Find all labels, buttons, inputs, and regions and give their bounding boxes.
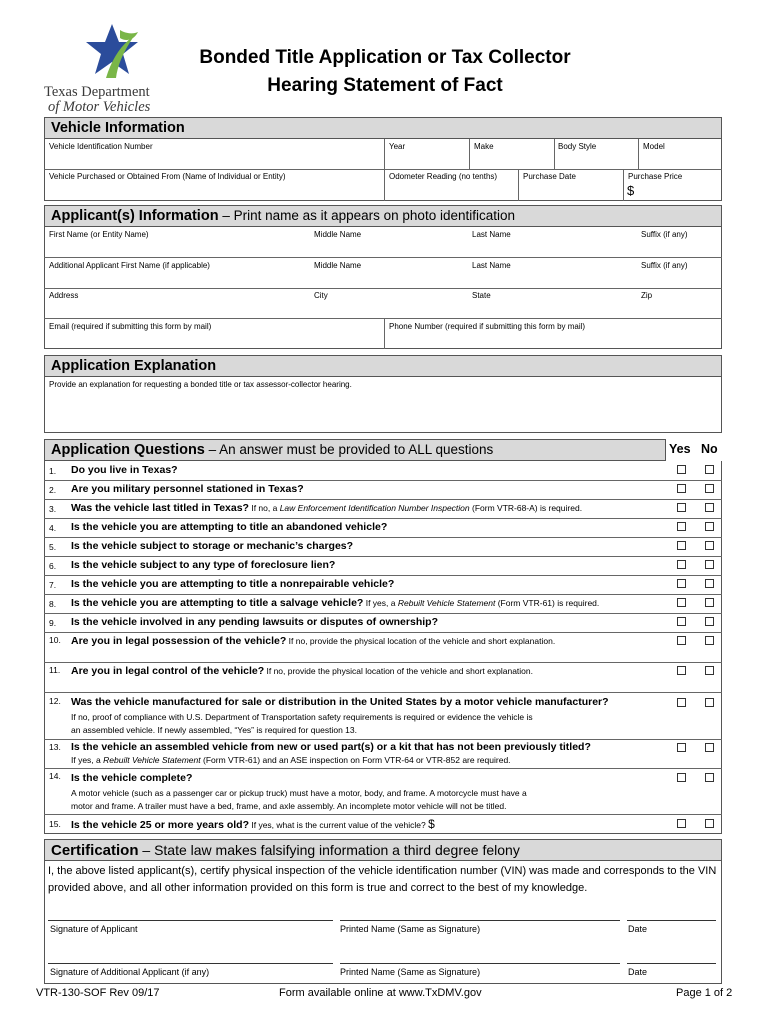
- question-text: [71, 502, 582, 514]
- question-detail: an assembled vehicle. If newly assembled, “Yes” is required for question 13.: [71, 725, 358, 735]
- no-checkbox[interactable]: [705, 484, 714, 493]
- star-logo-icon: [82, 22, 142, 80]
- no-checkbox[interactable]: [705, 773, 714, 782]
- question-number: 11.: [49, 665, 61, 675]
- signature-applicant-label: Signature of Applicant: [50, 924, 138, 934]
- signature-additional-label: Signature of Additional Applicant (if any): [50, 967, 210, 977]
- yes-column-label: Yes: [669, 442, 691, 456]
- state-field[interactable]: State: [472, 291, 491, 300]
- yes-checkbox[interactable]: [677, 636, 686, 645]
- applicant-heading-text: Applicant(s) Information: [51, 208, 219, 224]
- divider: [44, 575, 722, 576]
- page-number: Page 1 of 2: [676, 987, 733, 999]
- no-checkbox[interactable]: [705, 819, 714, 828]
- divider: [44, 318, 722, 319]
- divider: [384, 139, 385, 201]
- org-name-line2: of Motor Vehicles: [48, 99, 151, 115]
- question-number: 2.: [49, 485, 57, 495]
- yes-checkbox[interactable]: [677, 743, 686, 752]
- divider: [44, 814, 722, 815]
- question-number: 14.: [49, 771, 61, 781]
- add-first-name-field[interactable]: Additional Applicant First Name (if applicable): [49, 261, 210, 270]
- question-note: If no, provide the physical location of the vehicle and short explanation.: [286, 636, 556, 646]
- divider: [44, 662, 722, 663]
- detail-text: (Form VTR-61) and an ASE inspection on Form VTR-64 or VTR-852 are required.: [200, 755, 511, 765]
- question-main: Is the vehicle you are attempting to title a salvage vehicle?: [71, 597, 364, 609]
- question-text: [71, 635, 555, 647]
- divider: [44, 499, 722, 500]
- divider: [44, 768, 722, 769]
- signature-line[interactable]: [48, 920, 333, 921]
- date-line-additional[interactable]: [627, 963, 716, 964]
- explanation-prompt: Provide an explanation for requesting a bonded title or tax assessor-collector hearing.: [49, 380, 352, 389]
- question-note: If yes, what is the current value of the vehicle?: [249, 820, 429, 830]
- divider: [44, 692, 722, 693]
- question-number: 10.: [49, 635, 61, 645]
- certification-header: [44, 839, 722, 861]
- question-number: 6.: [49, 561, 57, 571]
- questions-heading-sub: – An answer must be provided to ALL questions: [204, 442, 494, 457]
- yes-checkbox[interactable]: [677, 560, 686, 569]
- applicant-info-heading: [51, 208, 515, 224]
- signature-line-additional[interactable]: [48, 963, 333, 964]
- yes-checkbox[interactable]: [677, 598, 686, 607]
- vin-field[interactable]: Vehicle Identification Number: [49, 142, 153, 151]
- yes-checkbox[interactable]: [677, 698, 686, 707]
- phone-field[interactable]: Phone Number (required if submitting this form by mail): [389, 322, 586, 331]
- no-checkbox[interactable]: [705, 579, 714, 588]
- no-checkbox[interactable]: [705, 617, 714, 626]
- certification-heading: [51, 842, 520, 859]
- question-note: If no, a: [248, 503, 280, 513]
- vehicle-info-heading: Vehicle Information: [51, 120, 185, 136]
- no-checkbox[interactable]: [705, 541, 714, 550]
- form-reference: Rebuilt Vehicle Statement: [397, 598, 496, 608]
- model-field[interactable]: Model: [643, 142, 665, 151]
- add-suffix-field[interactable]: Suffix (if any): [641, 261, 688, 270]
- question-note: (Form VTR-68-A) is required.: [469, 503, 583, 513]
- explanation-header: [44, 355, 722, 377]
- no-checkbox[interactable]: [705, 666, 714, 675]
- certification-heading-sub: – State law makes falsifying information a third degree felony: [138, 842, 520, 858]
- no-checkbox[interactable]: [705, 503, 714, 512]
- question-detail: A motor vehicle (such as a passenger car or pickup truck) must have a motor, body, and frame. A motorcycle must have a: [71, 788, 527, 798]
- question-number: 12.: [49, 696, 61, 706]
- question-number: 1.: [49, 466, 57, 476]
- page-title: [180, 44, 590, 100]
- question-text: Is the vehicle an assembled vehicle from new or used part(s) or a kit that has not been previously titled?: [71, 741, 591, 753]
- yes-checkbox[interactable]: [677, 503, 686, 512]
- form-reference: Law Enforcement Identification Number Inspection: [279, 503, 470, 513]
- purchase-price-field[interactable]: Purchase Price: [628, 172, 683, 181]
- divider: [554, 139, 555, 169]
- address-field[interactable]: Address: [49, 291, 79, 300]
- certification-statement: I, the above listed applicant(s), certify physical inspection of the vehicle identification number (VIN) was made and corresponds to the VIN provided above, and all other information provided on this form is true and correct to the best of my knowledge.: [48, 865, 717, 894]
- form-id: VTR-130-SOF Rev 09/17: [36, 987, 160, 999]
- question-text: Is the vehicle involved in any pending lawsuits or disputes of ownership?: [71, 616, 438, 628]
- last-name-field[interactable]: Last Name: [472, 230, 511, 239]
- question-text: [71, 597, 599, 609]
- divider: [638, 139, 639, 169]
- question-detail: motor and frame. A trailer must have a bed, frame, and axle assembly. An incomplete motor vehicle will not be titled.: [71, 801, 507, 811]
- org-name-line1: Texas Department: [44, 84, 150, 100]
- question-main: Are you in legal control of the vehicle?: [71, 665, 265, 677]
- divider: [44, 632, 722, 633]
- dollar-sign: $: [627, 183, 635, 198]
- detail-text: If yes, a: [71, 755, 104, 765]
- yes-checkbox[interactable]: [677, 484, 686, 493]
- suffix-field[interactable]: Suffix (if any): [641, 230, 688, 239]
- question-number: 3.: [49, 504, 57, 514]
- yes-checkbox[interactable]: [677, 522, 686, 531]
- form-reference: Rebuilt Vehicle Statement: [103, 755, 201, 765]
- divider: [44, 169, 722, 170]
- no-checkbox[interactable]: [705, 465, 714, 474]
- yes-checkbox[interactable]: [677, 617, 686, 626]
- divider: [44, 594, 722, 595]
- txdmv-logo: [40, 22, 180, 114]
- divider: [44, 518, 722, 519]
- divider: [384, 318, 385, 349]
- purchase-date-field[interactable]: Purchase Date: [523, 172, 576, 181]
- middle-name-field[interactable]: Middle Name: [314, 230, 362, 239]
- printed-name-line[interactable]: [340, 920, 620, 921]
- question-main: Is the vehicle 25 or more years old?: [71, 819, 249, 831]
- body-style-field[interactable]: Body Style: [558, 142, 597, 151]
- printed-name-label-2: Printed Name (Same as Signature): [340, 967, 481, 977]
- question-number: 15.: [49, 819, 61, 829]
- question-text: [71, 817, 435, 831]
- divider: [44, 480, 722, 481]
- email-field[interactable]: Email (required if submitting this form by mail): [49, 322, 212, 331]
- yes-checkbox[interactable]: [677, 465, 686, 474]
- date-label: Date: [628, 924, 648, 934]
- question-text: Do you live in Texas?: [71, 464, 178, 476]
- no-checkbox[interactable]: [705, 598, 714, 607]
- question-number: 7.: [49, 580, 57, 590]
- question-note: If yes, a: [363, 598, 398, 608]
- question-number: 13.: [49, 742, 61, 752]
- question-detail: If no, proof of compliance with U.S. Department of Transportation safety requirements is required or evidence the vehicle is: [71, 712, 533, 722]
- certification-heading-text: Certification: [51, 842, 139, 859]
- date-label-2: Date: [628, 967, 648, 977]
- no-checkbox[interactable]: [705, 560, 714, 569]
- explanation-heading: Application Explanation: [51, 358, 217, 374]
- dollar-sign: $: [428, 817, 435, 831]
- yes-checkbox[interactable]: [677, 579, 686, 588]
- year-field[interactable]: Year: [389, 142, 406, 151]
- divider: [469, 139, 470, 169]
- question-detail: [71, 755, 511, 765]
- questions-header: [44, 439, 666, 461]
- printed-name-line-additional[interactable]: [340, 963, 620, 964]
- question-note: If no, provide the physical location of the vehicle and short explanation.: [264, 666, 533, 676]
- printed-name-label: Printed Name (Same as Signature): [340, 924, 481, 934]
- vehicle-info-header: [44, 117, 722, 139]
- question-text: Is the vehicle complete?: [71, 772, 193, 784]
- divider: [44, 537, 722, 538]
- yes-checkbox[interactable]: [677, 773, 686, 782]
- question-number: 8.: [49, 599, 57, 609]
- questions-heading: [51, 442, 493, 458]
- applicant-info-header: [44, 205, 722, 227]
- question-number: 4.: [49, 523, 57, 533]
- question-text: [71, 665, 533, 677]
- question-text: Is the vehicle you are attempting to title a nonrepairable vehicle?: [71, 578, 395, 590]
- odometer-field[interactable]: Odometer Reading (no tenths): [389, 172, 498, 181]
- yes-checkbox[interactable]: [677, 666, 686, 675]
- question-text: Are you military personnel stationed in Texas?: [71, 483, 304, 495]
- divider: [44, 257, 722, 258]
- divider: [518, 169, 519, 201]
- no-column-label: No: [701, 442, 718, 456]
- purchased-from-field[interactable]: Vehicle Purchased or Obtained From (Name of Individual or Entity): [49, 172, 286, 181]
- add-last-name-field[interactable]: Last Name: [472, 261, 511, 270]
- city-field[interactable]: City: [314, 291, 328, 300]
- no-checkbox[interactable]: [705, 743, 714, 752]
- no-checkbox[interactable]: [705, 522, 714, 531]
- divider: [44, 288, 722, 289]
- question-number: 9.: [49, 618, 57, 628]
- divider: [44, 613, 722, 614]
- title-line1: Bonded Title Application or Tax Collector: [199, 47, 571, 68]
- applicant-heading-sub: – Print name as it appears on photo identification: [218, 208, 515, 223]
- divider: [623, 169, 624, 201]
- make-field[interactable]: Make: [474, 142, 494, 151]
- no-checkbox[interactable]: [705, 636, 714, 645]
- title-line2: Hearing Statement of Fact: [267, 75, 503, 96]
- question-text: Is the vehicle subject to storage or mechanic’s charges?: [71, 540, 354, 552]
- no-checkbox[interactable]: [705, 698, 714, 707]
- question-main: Are you in legal possession of the vehicle?: [71, 635, 287, 647]
- question-text: Is the vehicle subject to any type of foreclosure lien?: [71, 559, 336, 571]
- question-number: 5.: [49, 542, 57, 552]
- zip-field[interactable]: Zip: [641, 291, 653, 300]
- question-note: (Form VTR-61) is required.: [495, 598, 600, 608]
- yes-checkbox[interactable]: [677, 541, 686, 550]
- question-main: Was the vehicle last titled in Texas?: [71, 502, 249, 514]
- yes-checkbox[interactable]: [677, 819, 686, 828]
- date-line[interactable]: [627, 920, 716, 921]
- website-note: Form available online at www.TxDMV.gov: [279, 987, 482, 999]
- question-text: Is the vehicle you are attempting to title an abandoned vehicle?: [71, 521, 388, 533]
- divider: [44, 739, 722, 740]
- questions-heading-text: Application Questions: [51, 442, 205, 458]
- add-middle-name-field[interactable]: Middle Name: [314, 261, 362, 270]
- divider: [44, 556, 722, 557]
- question-text: Was the vehicle manufactured for sale or distribution in the United States by a motor vehicle manufacturer?: [71, 696, 609, 708]
- first-name-field[interactable]: First Name (or Entity Name): [49, 230, 149, 239]
